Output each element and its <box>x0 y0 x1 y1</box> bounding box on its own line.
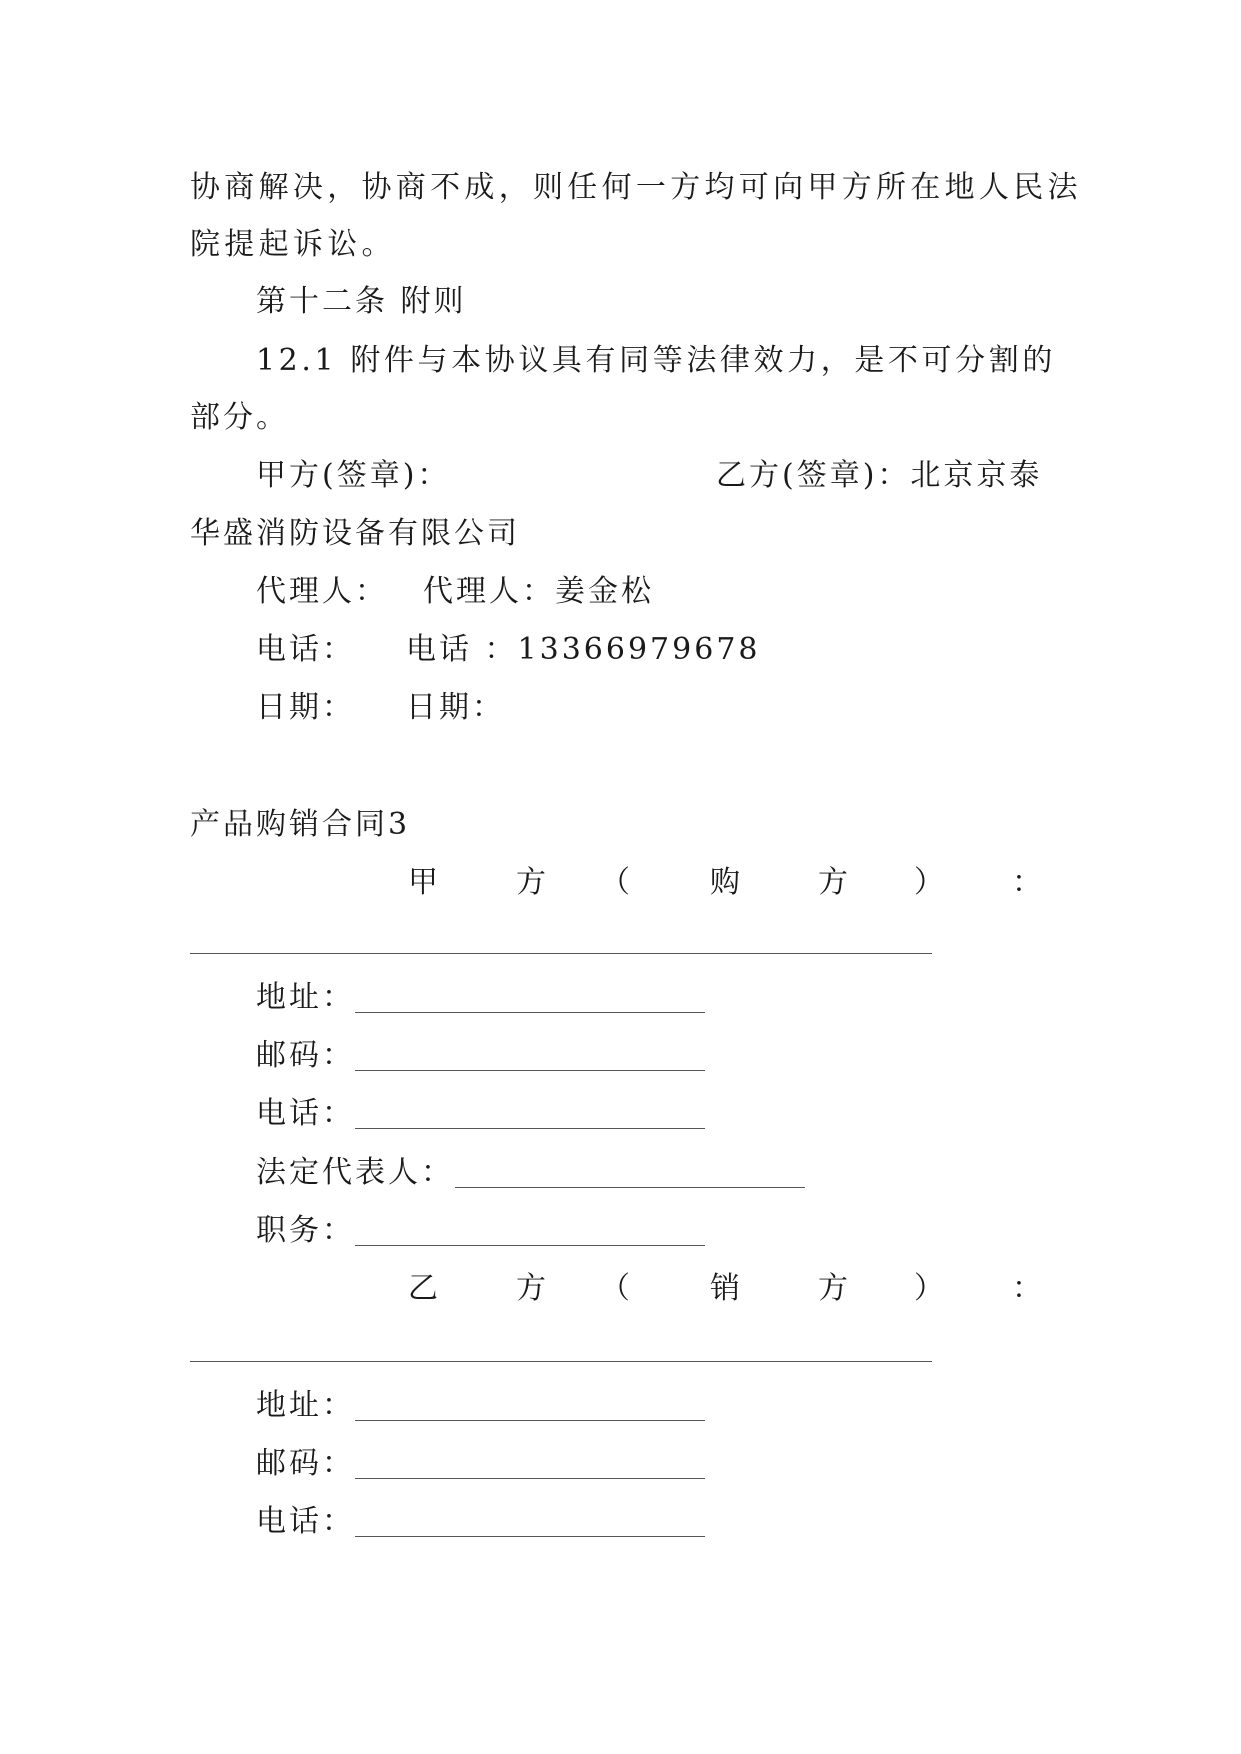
date-a-label: 日期： <box>256 690 355 725</box>
seller-heading-char: 乙 <box>408 1271 438 1306</box>
seller-name-blank <box>190 1361 932 1362</box>
buyer-address-blank <box>355 1012 705 1013</box>
seller-phone-label: 电话： <box>256 1504 355 1539</box>
buyer-legal-rep-blank <box>455 1187 805 1188</box>
buyer-heading-char: 甲 <box>408 865 438 900</box>
clause12-1-line2: 部分。 <box>190 400 289 435</box>
buyer-heading-char: 购 <box>710 865 740 900</box>
agent-b: 代理人：姜金松 <box>423 574 654 609</box>
buyer-position-label: 职务： <box>256 1213 355 1248</box>
buyer-heading-char: ： <box>1012 865 1042 900</box>
seller-address-label: 地址： <box>256 1388 355 1423</box>
clause12-1-line1: 12.1 附件与本协议具有同等法律效力，是不可分割的 <box>256 343 1056 378</box>
buyer-phone-label: 电话： <box>256 1096 355 1131</box>
seller-heading-char: 方 <box>818 1271 848 1306</box>
buyer-phone-blank <box>355 1128 705 1129</box>
contract3-title: 产品购销合同3 <box>190 807 411 842</box>
sign-party-b: 乙方(签章)：北京京泰 <box>716 458 1043 493</box>
buyer-postcode-label: 邮码： <box>256 1038 355 1073</box>
buyer-address-label: 地址： <box>256 980 355 1015</box>
seller-postcode-label: 邮码： <box>256 1446 355 1481</box>
sign-party-a: 甲方(签章)： <box>256 458 451 493</box>
seller-address-blank <box>355 1420 705 1421</box>
seller-heading-char: （ <box>600 1271 630 1306</box>
phone-a-label: 电话： <box>256 632 355 667</box>
seller-postcode-blank <box>355 1478 705 1479</box>
phone-b: 电话 ：13366979678 <box>406 632 761 667</box>
seller-heading-char: 销 <box>710 1271 740 1306</box>
seller-heading-char: ） <box>914 1271 944 1306</box>
sign-party-b-company: 华盛消防设备有限公司 <box>190 516 520 551</box>
buyer-heading-char: （ <box>600 865 630 900</box>
buyer-name-blank <box>190 953 932 954</box>
buyer-heading-char: ） <box>914 865 944 900</box>
seller-heading-char: ： <box>1012 1271 1042 1306</box>
seller-heading-char: 方 <box>516 1271 546 1306</box>
clause11-text-line2: 院提起诉讼。 <box>190 227 396 262</box>
buyer-position-blank <box>355 1245 705 1246</box>
buyer-postcode-blank <box>355 1070 705 1071</box>
buyer-heading-char: 方 <box>516 865 546 900</box>
buyer-heading-char: 方 <box>818 865 848 900</box>
buyer-legal-rep-label: 法定代表人： <box>256 1155 454 1190</box>
clause11-text-line1: 协商解决，协商不成，则任何一方均可向甲方所在地人民法 <box>190 170 1082 205</box>
date-b-label: 日期： <box>406 690 505 725</box>
clause12-title: 第十二条 附则 <box>256 284 467 319</box>
seller-phone-blank <box>355 1536 705 1537</box>
agent-a-label: 代理人： <box>256 574 388 609</box>
